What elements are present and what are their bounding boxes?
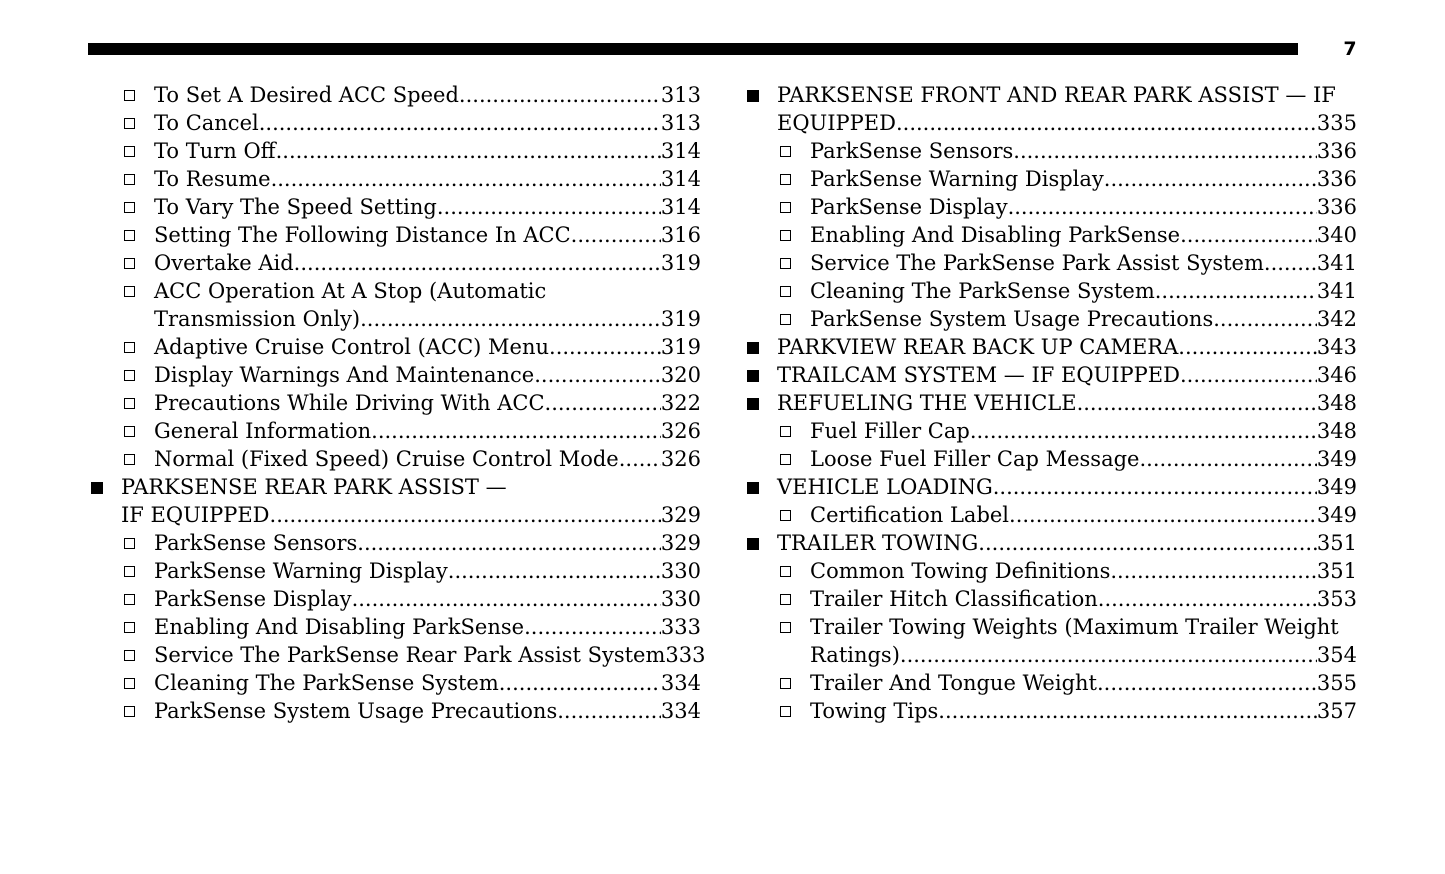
dot-leader — [294, 249, 661, 277]
toc-subsection-entry[interactable] — [744, 305, 1357, 333]
dot-leader — [459, 81, 661, 109]
dot-leader — [1013, 137, 1317, 165]
dot-leader — [276, 137, 661, 165]
hollow-square-bullet-icon — [780, 622, 791, 633]
toc-subsection-entry[interactable] — [744, 417, 1357, 445]
entry-page-number: 336 — [1316, 139, 1357, 163]
dot-leader — [270, 501, 661, 529]
entry-title: ParkSense System Usage Precautions — [154, 699, 558, 723]
toc-subsection-entry[interactable] — [88, 137, 701, 165]
hollow-square-bullet-icon — [124, 650, 135, 661]
toc-subsection-entry[interactable] — [88, 165, 701, 193]
hollow-square-bullet-icon — [780, 706, 791, 717]
entry-title: Common Towing Definitions — [810, 559, 1111, 583]
entry-title: Service The ParkSense Park Assist System — [810, 251, 1264, 275]
entry-page-number: 326 — [660, 447, 701, 471]
entry-title: IF EQUIPPED — [121, 503, 270, 527]
hollow-square-bullet-icon — [124, 566, 135, 577]
toc-subsection-entry[interactable] — [88, 417, 701, 445]
dot-leader — [900, 641, 1317, 669]
entry-title: ParkSense Display — [154, 587, 352, 611]
dot-leader — [1097, 669, 1317, 697]
hollow-square-bullet-icon — [124, 258, 135, 269]
toc-section-entry[interactable] — [88, 473, 701, 529]
entry-page-number: 348 — [1316, 391, 1357, 415]
hollow-square-bullet-icon — [124, 678, 135, 689]
hollow-square-bullet-icon — [780, 510, 791, 521]
hollow-square-bullet-icon — [780, 566, 791, 577]
toc-subsection-entry[interactable] — [88, 445, 701, 473]
dot-leader — [1110, 557, 1317, 585]
dot-leader — [545, 389, 661, 417]
toc-section-entry[interactable] — [744, 389, 1357, 417]
entry-page-number: 351 — [1316, 531, 1357, 555]
entry-title: Cleaning The ParkSense System — [810, 279, 1155, 303]
dot-leader — [534, 361, 661, 389]
toc-subsection-entry[interactable] — [88, 193, 701, 221]
entry-page-number: 314 — [660, 139, 701, 163]
hollow-square-bullet-icon — [780, 202, 791, 213]
hollow-square-bullet-icon — [780, 146, 791, 157]
dot-leader — [1077, 389, 1317, 417]
entry-title: Certification Label — [810, 503, 1010, 527]
hollow-square-bullet-icon — [124, 538, 135, 549]
entry-title: To Turn Off — [154, 139, 276, 163]
dot-leader — [938, 697, 1317, 725]
dot-leader — [360, 305, 661, 333]
dot-leader — [1139, 445, 1316, 473]
entry-title: Setting The Following Distance In ACC — [154, 223, 571, 247]
entry-title: Ratings) — [810, 643, 900, 667]
dot-leader — [357, 529, 661, 557]
entry-page-number: 334 — [660, 699, 701, 723]
entry-title: To Cancel — [154, 111, 259, 135]
entry-title: Trailer And Tongue Weight — [810, 671, 1097, 695]
entry-page-number: 330 — [660, 587, 701, 611]
toc-subsection-entry[interactable] — [88, 613, 701, 641]
toc-subsection-entry[interactable] — [88, 585, 701, 613]
entry-page-number: 329 — [660, 503, 701, 527]
entry-page-number: 319 — [660, 251, 701, 275]
entry-page-number: 326 — [660, 419, 701, 443]
hollow-square-bullet-icon — [124, 342, 135, 353]
entry-title: ParkSense System Usage Precautions — [810, 307, 1214, 331]
dot-leader — [1213, 305, 1317, 333]
entry-title: To Set A Desired ACC Speed — [154, 83, 459, 107]
toc-subsection-entry[interactable] — [744, 613, 1357, 669]
entry-title: ParkSense Warning Display — [810, 167, 1104, 191]
hollow-square-bullet-icon — [124, 174, 135, 185]
entry-page-number: 357 — [1316, 699, 1357, 723]
hollow-square-bullet-icon — [780, 174, 791, 185]
hollow-square-bullet-icon — [124, 118, 135, 129]
filled-square-bullet-icon — [747, 538, 759, 550]
entry-title: General Information — [154, 419, 372, 443]
entry-page-number: 330 — [660, 559, 701, 583]
toc-subsection-entry[interactable] — [88, 389, 701, 417]
entry-page-number: 341 — [1316, 251, 1357, 275]
dot-leader — [549, 333, 661, 361]
hollow-square-bullet-icon — [780, 286, 791, 297]
dot-leader — [896, 109, 1317, 137]
entry-page-number: 329 — [660, 531, 701, 555]
entry-title: Precautions While Driving With ACC — [154, 391, 545, 415]
entry-title: Adaptive Cruise Control (ACC) Menu — [154, 335, 550, 359]
entry-page-number: 319 — [660, 335, 701, 359]
dot-leader — [557, 697, 661, 725]
toc-section-entry[interactable] — [744, 529, 1357, 557]
hollow-square-bullet-icon — [124, 370, 135, 381]
toc-subsection-entry[interactable] — [744, 585, 1357, 613]
dot-leader — [619, 445, 661, 473]
entry-page-number: 349 — [1316, 447, 1357, 471]
entry-page-number: 340 — [1316, 223, 1357, 247]
hollow-square-bullet-icon — [124, 454, 135, 465]
entry-title: Normal (Fixed Speed) Cruise Control Mode — [154, 447, 619, 471]
hollow-square-bullet-icon — [780, 230, 791, 241]
toc-subsection-entry[interactable] — [88, 641, 706, 669]
entry-page-number: 351 — [1316, 559, 1357, 583]
dot-leader — [271, 165, 661, 193]
toc-subsection-entry[interactable] — [744, 501, 1357, 529]
toc-subsection-entry[interactable] — [744, 277, 1357, 305]
filled-square-bullet-icon — [747, 342, 759, 354]
hollow-square-bullet-icon — [780, 594, 791, 605]
hollow-square-bullet-icon — [124, 398, 135, 409]
entry-title: REFUELING THE VEHICLE — [777, 391, 1077, 415]
entry-title: EQUIPPED — [777, 111, 896, 135]
dot-leader — [1264, 249, 1317, 277]
toc-subsection-entry[interactable] — [744, 249, 1357, 277]
entry-title: Overtake Aid — [154, 251, 294, 275]
dot-leader — [1104, 165, 1317, 193]
toc-subsection-entry[interactable] — [744, 221, 1357, 249]
entry-title: ParkSense Sensors — [810, 139, 1014, 163]
filled-square-bullet-icon — [747, 370, 759, 382]
dot-leader — [371, 417, 661, 445]
toc-subsection-entry[interactable] — [744, 669, 1357, 697]
entry-page-number: 341 — [1316, 279, 1357, 303]
dot-leader — [259, 109, 661, 137]
entry-title: Loose Fuel Filler Cap Message — [810, 447, 1140, 471]
hollow-square-bullet-icon — [124, 286, 135, 297]
entry-title: Trailer Hitch Classification — [810, 587, 1098, 611]
hollow-square-bullet-icon — [780, 426, 791, 437]
entry-page-number: 333 — [660, 615, 701, 639]
toc-subsection-entry[interactable] — [744, 557, 1357, 585]
entry-page-number: 314 — [660, 195, 701, 219]
entry-page-number: 349 — [1316, 503, 1357, 527]
entry-title: Enabling And Disabling ParkSense — [810, 223, 1181, 247]
hollow-square-bullet-icon — [124, 622, 135, 633]
entry-title: PARKVIEW REAR BACK UP CAMERA — [777, 335, 1179, 359]
entry-page-number: 349 — [1316, 475, 1357, 499]
entry-page-number: 353 — [1316, 587, 1357, 611]
dot-leader — [1098, 585, 1317, 613]
toc-subsection-entry[interactable] — [88, 361, 701, 389]
entry-title-line1: Trailer Towing Weights (Maximum Trailer Weight — [810, 615, 1339, 639]
entry-title: Service The ParkSense Rear Park Assist System — [154, 643, 666, 667]
header-rule — [88, 43, 1298, 55]
toc-subsection-entry[interactable] — [744, 697, 1357, 725]
toc-subsection-entry[interactable] — [88, 277, 701, 333]
entry-title: To Vary The Speed Setting — [154, 195, 437, 219]
dot-leader — [571, 221, 661, 249]
dot-leader — [1009, 501, 1317, 529]
toc-subsection-entry[interactable] — [88, 109, 701, 137]
entry-title: To Resume — [154, 167, 271, 191]
hollow-square-bullet-icon — [124, 706, 135, 717]
entry-title: Enabling And Disabling ParkSense — [154, 615, 525, 639]
entry-page-number: 322 — [660, 391, 701, 415]
hollow-square-bullet-icon — [124, 594, 135, 605]
dot-leader — [1178, 333, 1317, 361]
entry-page-number: 316 — [660, 223, 701, 247]
entry-page-number: 335 — [1316, 111, 1357, 135]
dot-leader — [993, 473, 1317, 501]
toc-subsection-entry[interactable] — [88, 529, 701, 557]
filled-square-bullet-icon — [747, 482, 759, 494]
entry-title: TRAILCAM SYSTEM — IF EQUIPPED — [777, 363, 1180, 387]
entry-title: Transmission Only) — [154, 307, 361, 331]
dot-leader — [1008, 193, 1317, 221]
toc-subsection-entry[interactable] — [744, 165, 1357, 193]
hollow-square-bullet-icon — [780, 314, 791, 325]
entry-page-number: 313 — [660, 83, 701, 107]
hollow-square-bullet-icon — [124, 230, 135, 241]
entry-title: Towing Tips — [810, 699, 939, 723]
hollow-square-bullet-icon — [124, 146, 135, 157]
entry-title-line1: ACC Operation At A Stop (Automatic — [154, 279, 547, 303]
toc-section-entry[interactable] — [744, 333, 1357, 361]
dot-leader — [352, 585, 661, 613]
hollow-square-bullet-icon — [124, 202, 135, 213]
entry-page-number: 336 — [1316, 195, 1357, 219]
dot-leader — [437, 193, 661, 221]
page-number: 7 — [1343, 38, 1357, 60]
entry-page-number: 314 — [660, 167, 701, 191]
dot-leader — [978, 529, 1317, 557]
dot-leader — [448, 557, 661, 585]
entry-page-number: 336 — [1316, 167, 1357, 191]
hollow-square-bullet-icon — [124, 426, 135, 437]
entry-title: Cleaning The ParkSense System — [154, 671, 499, 695]
toc-left-column — [88, 81, 706, 725]
toc-section-entry[interactable] — [744, 81, 1357, 137]
toc-section-entry[interactable] — [744, 473, 1357, 501]
toc-subsection-entry[interactable] — [744, 137, 1357, 165]
entry-page-number: 354 — [1316, 643, 1357, 667]
toc-subsection-entry[interactable] — [88, 221, 701, 249]
entry-title: ParkSense Display — [810, 195, 1008, 219]
entry-page-number: 355 — [1316, 671, 1357, 695]
entry-page-number: 343 — [1316, 335, 1357, 359]
toc-subsection-entry[interactable] — [88, 81, 701, 109]
toc-subsection-entry[interactable] — [744, 193, 1357, 221]
dot-leader — [1155, 277, 1317, 305]
toc-subsection-entry[interactable] — [88, 333, 701, 361]
toc-subsection-entry[interactable] — [88, 249, 701, 277]
toc-subsection-entry[interactable] — [88, 697, 701, 725]
entry-page-number: 342 — [1316, 307, 1357, 331]
filled-square-bullet-icon — [747, 398, 759, 410]
filled-square-bullet-icon — [91, 482, 103, 494]
toc-subsection-entry[interactable] — [88, 669, 701, 697]
toc-right-column — [744, 81, 1357, 725]
toc-section-entry[interactable] — [744, 361, 1357, 389]
entry-title-line1: PARKSENSE REAR PARK ASSIST — — [121, 475, 507, 499]
dot-leader — [970, 417, 1317, 445]
hollow-square-bullet-icon — [780, 678, 791, 689]
entry-title: ParkSense Sensors — [154, 531, 358, 555]
dot-leader — [1180, 361, 1317, 389]
entry-title: TRAILER TOWING — [777, 531, 979, 555]
toc-subsection-entry[interactable] — [88, 557, 701, 585]
hollow-square-bullet-icon — [780, 258, 791, 269]
hollow-square-bullet-icon — [124, 90, 135, 101]
entry-page-number: 313 — [660, 111, 701, 135]
dot-leader — [524, 613, 661, 641]
entry-title: Fuel Filler Cap — [810, 419, 970, 443]
entry-page-number: 334 — [660, 671, 701, 695]
entry-page-number: 320 — [660, 363, 701, 387]
entry-title-line1: PARKSENSE FRONT AND REAR PARK ASSIST — IF — [777, 83, 1336, 107]
entry-title: Display Warnings And Maintenance — [154, 363, 535, 387]
entry-page-number: 346 — [1316, 363, 1357, 387]
dot-leader — [1180, 221, 1317, 249]
entry-page-number: 348 — [1316, 419, 1357, 443]
hollow-square-bullet-icon — [780, 454, 791, 465]
entry-title: ParkSense Warning Display — [154, 559, 448, 583]
dot-leader — [499, 669, 661, 697]
filled-square-bullet-icon — [747, 90, 759, 102]
entry-title: VEHICLE LOADING — [777, 475, 993, 499]
toc-subsection-entry[interactable] — [744, 445, 1357, 473]
entry-page-number: 319 — [660, 307, 701, 331]
entry-page-number: 333 — [665, 643, 706, 667]
